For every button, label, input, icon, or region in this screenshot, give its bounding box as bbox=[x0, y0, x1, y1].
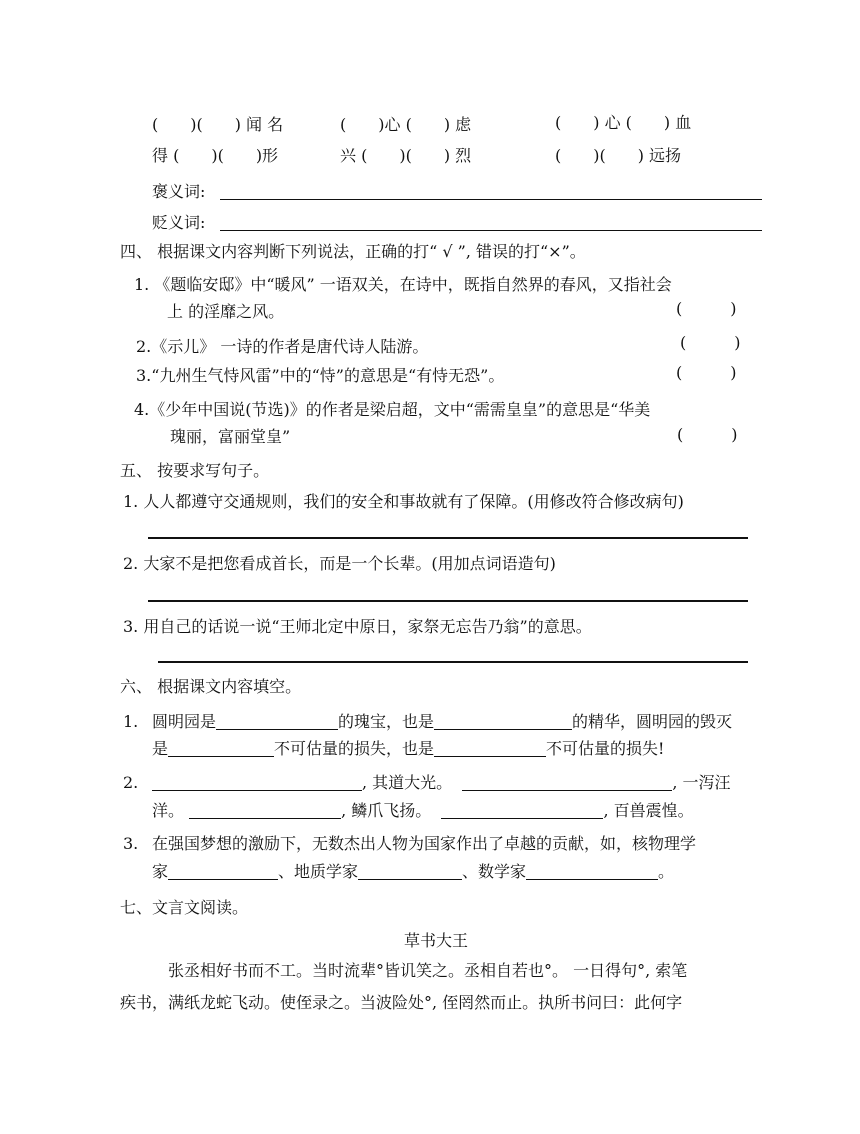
blank[interactable] bbox=[441, 802, 603, 819]
section4-heading: 四、 根据课文内容判断下列说法，正确的打“ √ ”, 错误的打“×”。 bbox=[120, 242, 586, 261]
s6-item3-num: 3. bbox=[123, 834, 139, 853]
s5-item1: 1. 人人都遵守交通规则，我们的安全和事故就有了保障。(用修改符合修改病句) bbox=[123, 492, 684, 511]
s6-item3-line2: 家 、地质学家 、数学家 。 bbox=[152, 862, 675, 881]
s4-item1-mark[interactable]: ( ) bbox=[676, 299, 737, 318]
section6-heading: 六、 根据课文内容填空。 bbox=[120, 677, 302, 696]
section5-heading: 五、 按要求写句子。 bbox=[120, 461, 270, 480]
passage-title: 草书大王 bbox=[404, 931, 469, 950]
idiom-4: 得 ( )( )形 bbox=[152, 146, 279, 165]
blank[interactable] bbox=[168, 740, 274, 757]
s6-item2-line2: 洋。 , 鳞爪飞扬。 , 百兽震惶。 bbox=[152, 801, 694, 820]
idiom-3: ( ) 心 ( ) 血 bbox=[555, 113, 692, 132]
idiom-6: ( )( ) 远扬 bbox=[555, 146, 682, 165]
s6-item1-line1: 圆明园是 的瑰宝，也是 的精华，圆明园的毁灭 bbox=[152, 712, 733, 731]
s6-item1-line2: 是 不可估量的损失，也是 不可估量的损失! bbox=[152, 739, 665, 758]
blank[interactable] bbox=[168, 863, 278, 880]
blank[interactable] bbox=[526, 863, 658, 880]
s4-item4-mark[interactable]: ( ) bbox=[677, 425, 738, 444]
s6-item1-num: 1. bbox=[123, 712, 139, 731]
blank[interactable] bbox=[358, 863, 462, 880]
derogatory-answer-line[interactable] bbox=[220, 230, 762, 231]
s4-item2-mark[interactable]: ( ) bbox=[680, 333, 741, 352]
s5-item3-answer-line[interactable] bbox=[158, 661, 748, 663]
s6-item2-num: 2. bbox=[123, 773, 139, 792]
blank[interactable] bbox=[462, 774, 672, 791]
idiom-5: 兴 ( )( ) 烈 bbox=[340, 146, 472, 165]
s6-item2-line1: , 其道大光。 , 一泻汪 bbox=[152, 773, 731, 793]
s5-item2: 2. 大家不是把您看成首长，而是一个长辈。(用加点词语造句) bbox=[123, 554, 556, 573]
commendatory-label: 褒义词: bbox=[152, 182, 206, 201]
s4-item4-line1: 4.《少年中国说(节选)》的作者是梁启超，文中“需需皇皇”的意思是“华美 bbox=[134, 400, 651, 419]
derogatory-label: 贬义词: bbox=[152, 213, 206, 232]
s4-item1-line2: 上 的淫靡之风。 bbox=[167, 302, 285, 321]
blank[interactable] bbox=[434, 740, 546, 757]
section7-heading: 七、文言文阅读。 bbox=[120, 898, 249, 917]
passage-line2: 疾书，满纸龙蛇飞动。使侄录之。当波险处°, 侄罔然而止。执所书问曰：此何字 bbox=[120, 993, 683, 1012]
blank[interactable] bbox=[152, 774, 362, 791]
idiom-1: ( )( ) 闻 名 bbox=[152, 115, 284, 134]
s4-item1-line1: 1. 《题临安邸》中“暖风” 一语双关，在诗中，既指自然界的春风，又指社会 bbox=[134, 275, 672, 294]
s5-item1-answer-line[interactable] bbox=[148, 537, 748, 539]
s4-item2-line1: 2.《示儿》 一诗的作者是唐代诗人陆游。 bbox=[136, 337, 429, 356]
s6-item3-line1: 在强国梦想的激励下，无数杰出人物为国家作出了卓越的贡献，如，核物理学 bbox=[152, 834, 697, 853]
blank[interactable] bbox=[189, 802, 341, 819]
s4-item4-line2: 瑰丽，富丽堂皇” bbox=[170, 427, 291, 446]
s5-item3: 3. 用自己的话说一说“王师北定中原日，家祭无忘告乃翁”的意思。 bbox=[123, 617, 592, 636]
s4-item3-mark[interactable]: ( ) bbox=[676, 363, 737, 382]
blank[interactable] bbox=[434, 713, 572, 730]
s5-item2-answer-line[interactable] bbox=[148, 600, 748, 602]
passage-line1: 张丞相好书而不工。当时流辈°皆讥笑之。丞相自若也°。 一日得句°, 索笔 bbox=[168, 961, 688, 980]
blank[interactable] bbox=[216, 713, 338, 730]
commendatory-answer-line[interactable] bbox=[220, 199, 762, 200]
s4-item3-line1: 3.“九州生气恃风雷”中的“恃”的意思是“有恃无恐”。 bbox=[136, 366, 505, 385]
idiom-2: ( )心 ( ) 虑 bbox=[340, 115, 472, 134]
